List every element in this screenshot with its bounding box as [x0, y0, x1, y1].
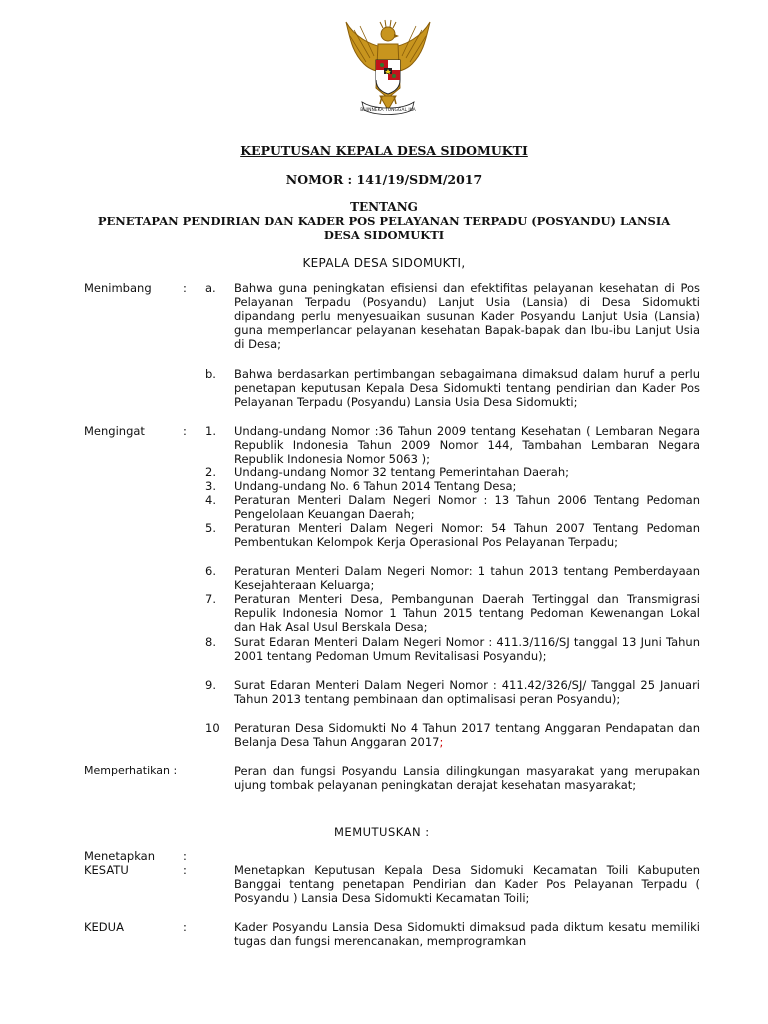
decree-subject-line-2: DESA SIDOMUKTI [323, 228, 445, 242]
garuda-emblem [340, 18, 436, 118]
decree-subject-line-1: PENETAPAN PENDIRIAN DAN KADER POS PELAYANAN TERPADU (POSYANDU) LANSIA [97, 214, 671, 228]
menimbang-colon: : [183, 281, 187, 295]
mengingat-item-5-text: Peraturan Menteri Dalam Negeri Nomor: 54 Tahun 2007 Tentang Pedoman Pembentukan Kelompok Kerja Operasional Pos Pelayanan Terpadu; [234, 521, 700, 549]
menimbang-item-a-text: Bahwa guna peningkatan efisiensi dan efektifitas pelayanan kesehatan di Pos Pelayanan Terpadu (Posyandu) Lanjut Usia (Lansia) di Desa Sidomukti dipandang perlu menyesuaikan susunan Kader Posyandu Lanjut Usia (Lansia) guna memperlancar pelayanan kesehatan Bapak-bapak dan Ibu-ibu Lanjut Usia di Desa; [234, 281, 700, 351]
mengingat-item-7-text: Peraturan Menteri Desa, Pembangunan Daerah Tertinggal dan Transmigrasi Repulik Indonesia Nomor 1 Tahun 2015 tentang Pedoman Kewenangan Lokal dan Hak Asal Usul Berskala Desa; [234, 592, 700, 634]
mengingat-item-10-text [234, 721, 700, 749]
mengingat-item-3-text: Undang-undang No. 6 Tahun 2014 Tentang Desa; [234, 479, 517, 493]
mengingat-item-10-body: Peraturan Desa Sidomukti No 4 Tahun 2017 tentang Anggaran Pendapatan dan Belanja Desa Tahun Anggaran 2017 [234, 721, 700, 749]
mengingat-colon: : [183, 424, 187, 438]
menetapkan-label: Menetapkan [84, 849, 156, 863]
memutuskan-heading: MEMUTUSKAN : [334, 825, 430, 839]
mengingat-item-1-num: 1. [205, 424, 216, 438]
mengingat-item-10-tail: ; [439, 735, 444, 749]
mengingat-item-4-num: 4. [205, 493, 216, 507]
svg-text:BHINNEKA TUNGGAL IKA: BHINNEKA TUNGGAL IKA [360, 108, 416, 113]
mengingat-item-8-text: Surat Edaran Menteri Dalam Negeri Nomor : 411.3/116/SJ tanggal 13 Juni Tahun 2001 tentang Pedoman Umum Revitalisasi Posyandu); [234, 635, 700, 663]
menimbang-label: Menimbang [84, 281, 152, 295]
mengingat-item-2-text: Undang-undang Nomor 32 tentang Pemerintahan Daerah; [234, 465, 570, 479]
mengingat-item-9-text: Surat Edaran Menteri Dalam Negeri Nomor : 411.42/326/SJ/ Tanggal 25 Januari Tahun 2013 tentang pembinaan dan optimalisasi peran Posyandu); [234, 678, 700, 706]
mengingat-item-9-num: 9. [205, 678, 216, 692]
kesatu-text: Menetapkan Keputusan Kepala Desa Sidomuki Kecamatan Toili Kabuputen Banggai tentang penetapan Pendirian dan Kader Pos Pelayanan Terpadu ( Posyandu ) Lansia Desa Sidomukti Kecamatan Toili; [234, 863, 700, 905]
memperhatikan-text: Peran dan fungsi Posyandu Lansia dilingkungan masyarakat yang merupakan ujung tombak pelayanan peningkatan derajat kesehatan masyarakat; [234, 764, 700, 792]
memperhatikan-label: Memperhatikan : [84, 764, 178, 777]
mengingat-item-10-num: 10 [205, 721, 220, 735]
mengingat-item-5-num: 5. [205, 521, 216, 535]
mengingat-item-8-num: 8. [205, 635, 216, 649]
kedua-text: Kader Posyandu Lansia Desa Sidomukti dimaksud pada diktum kesatu memiliki tugas dan fungsi merencanakan, memprogramkan [234, 920, 700, 948]
menimbang-item-b-text: Bahwa berdasarkan pertimbangan sebagaimana dimaksud dalam huruf a perlu penetapan keputusan Kepala Desa Sidomukti tentang pendirian dan Kader Pos Pelayanan Terpadu (Posyandu) Lansia Usia Desa Sidomukti; [234, 367, 700, 409]
mengingat-item-6-text: Peraturan Menteri Dalam Negeri Nomor: 1 tahun 2013 tentang Pemberdayaan Kesejahteraan Keluarga; [234, 564, 700, 592]
mengingat-item-3-num: 3. [205, 479, 216, 493]
kedua-colon: : [183, 920, 187, 934]
kepala-desa-heading: KEPALA DESA SIDOMUKTI, [302, 256, 466, 270]
menetapkan-colon: : [183, 849, 187, 863]
mengingat-item-6-num: 6. [205, 564, 216, 578]
mengingat-item-2-num: 2. [205, 465, 216, 479]
mengingat-item-4-text: Peraturan Menteri Dalam Negeri Nomor : 13 Tahun 2006 Tentang Pedoman Pengelolaan Keuangan Daerah; [234, 493, 700, 521]
mengingat-label: Mengingat [84, 424, 145, 438]
decree-subject [60, 214, 708, 242]
mengingat-item-1-text: Undang-undang Nomor :36 Tahun 2009 tentang Kesehatan ( Lembaran Negara Republik Indonesia Tahun 2009 Nomor 144, Tambahan Lembaran Negara Republik Indonesia Nomor 5063 ); [234, 424, 700, 466]
kesatu-label: KESATU [84, 863, 129, 877]
menimbang-item-b-num: b. [205, 367, 216, 381]
kedua-label: KEDUA [84, 920, 124, 934]
decree-number: NOMOR : 141/19/SDM/2017 [285, 172, 483, 187]
kesatu-colon: : [183, 863, 187, 877]
menimbang-item-a-num: a. [205, 281, 216, 295]
decree-title: KEPUTUSAN KEPALA DESA SIDOMUKTI [240, 143, 528, 158]
mengingat-item-7-num: 7. [205, 592, 216, 606]
tentang-heading: TENTANG [350, 200, 418, 214]
